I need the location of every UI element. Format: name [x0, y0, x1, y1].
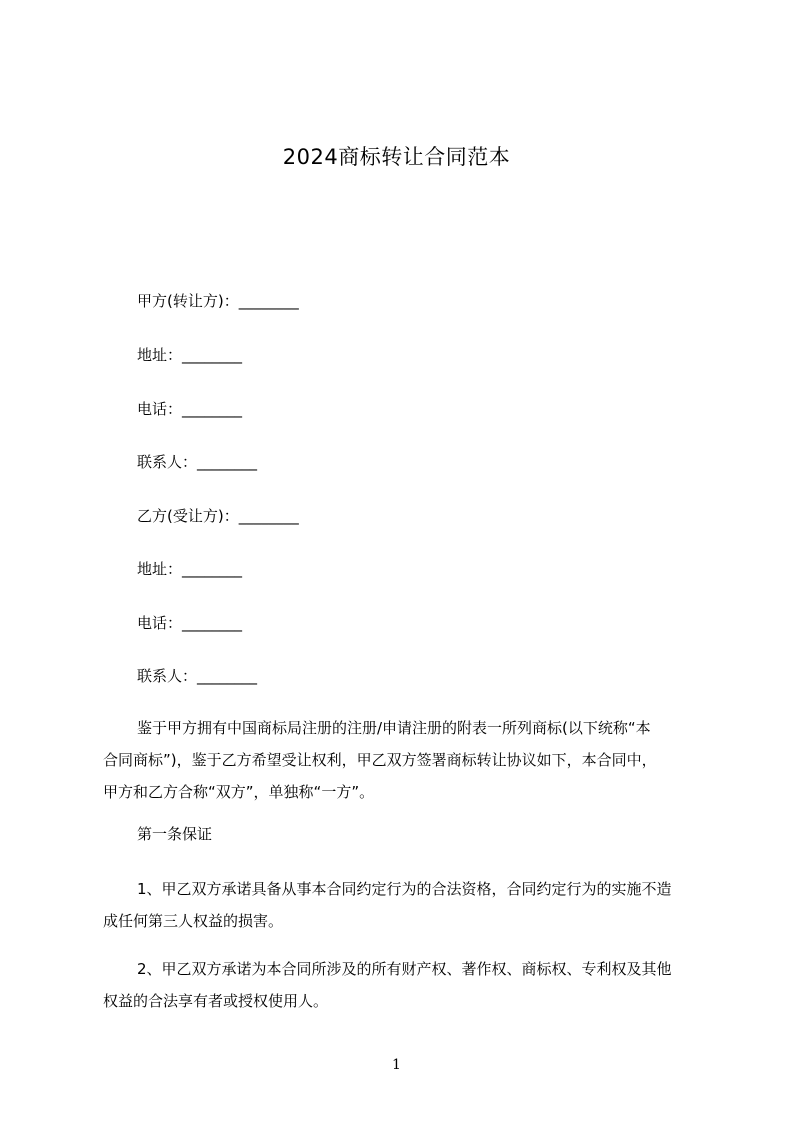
preamble-line: 合同商标”)，鉴于乙方希望受让权利，甲乙双方签署商标转让协议如下，本合同中，: [103, 751, 657, 769]
party-a-address: 地址：________: [137, 346, 243, 364]
clause-2-paragraph: [103, 953, 715, 1017]
preamble-line: 甲方和乙方合称“双方”，单独称“一方”。: [103, 783, 375, 801]
article-1-heading: 第一条保证: [137, 825, 213, 843]
party-b-address: 地址：________: [137, 560, 243, 578]
page-number: 1: [392, 1057, 401, 1073]
clause-line: 成任何第三人权益的损害。: [103, 912, 284, 930]
clause-line: 权益的合法享有者或授权使用人。: [103, 992, 329, 1010]
preamble-line: 鉴于甲方拥有中国商标局注册的注册/申请注册的附表一所列商标(以下统称“本: [137, 719, 651, 737]
party-b-label: 乙方(受让方)：________: [137, 507, 299, 525]
clause-line: 2、甲乙双方承诺为本合同所涉及的所有财产权、著作权、商标权、专利权及其他: [137, 960, 672, 978]
party-b-phone: 电话：________: [137, 614, 243, 632]
document-title: 2024商标转让合同范本: [282, 145, 511, 169]
party-a-phone: 电话：________: [137, 400, 243, 418]
party-b-contact: 联系人：________: [137, 667, 258, 685]
clause-1-paragraph: [103, 873, 715, 937]
clause-line: 1、甲乙双方承诺具备从事本合同约定行为的合法资格，合同约定行为的实施不造: [137, 880, 672, 898]
preamble-paragraph: [103, 712, 715, 808]
party-a-contact: 联系人：________: [137, 453, 258, 471]
party-a-label: 甲方(转让方)：________: [137, 292, 299, 310]
